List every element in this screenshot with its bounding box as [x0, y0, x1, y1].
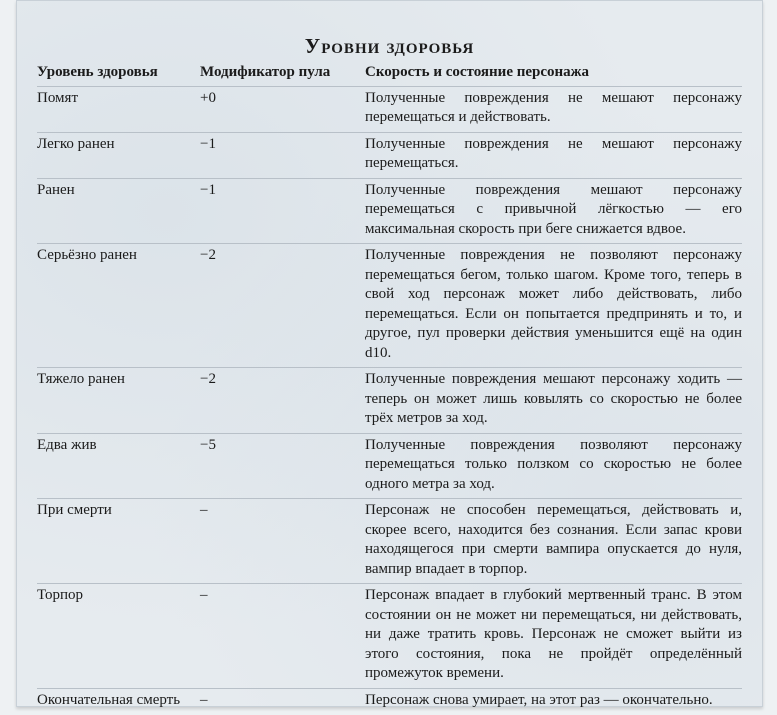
table-row — [37, 178, 742, 244]
table-header-row — [37, 63, 742, 86]
header-pool-modifier: Модификатор пула — [200, 63, 365, 86]
cell-description: Полученные повреждения мешают персонажу перемещаться с привычной лёгкостью — его максимальная скорость при беге снижается вдвое. — [365, 178, 742, 244]
cell-description: Персонаж впадает в глубокий мертвенный транс. В этом состоянии он не может ни перемещаться, ни действовать, ни даже тратить кровь. Персонаж не сможет выйти из этого состояния, пока не пройдёт определённый промежуток времени. — [365, 584, 742, 689]
cell-pool-modifier: – — [200, 691, 208, 708]
table-row — [37, 244, 742, 368]
header-health-level: Уровень здоровья — [37, 63, 200, 86]
cell-health-level: Окончательная смерть — [37, 691, 181, 708]
cell-description: Полученные повреждения мешают персонажу ходить — теперь он может лишь ковылять со скоростью не более трёх метров за ход. — [365, 368, 742, 434]
health-levels-table — [37, 63, 742, 714]
cell-health-level: Помят — [37, 86, 200, 132]
cell-pool-modifier: −1 — [200, 132, 365, 178]
table-row — [37, 499, 742, 584]
table-row — [37, 86, 742, 132]
table-row — [37, 132, 742, 178]
table-row — [37, 368, 742, 434]
table-row — [37, 433, 742, 499]
cell-health-level: Легко ранен — [37, 132, 200, 178]
cell-description: Полученные повреждения позволяют персонажу перемещаться только ползком со скоростью не более одного метра за ход. — [365, 433, 742, 499]
table-row — [37, 688, 742, 714]
header-speed-state: Скорость и состояние персонажа — [365, 63, 742, 86]
cell-description: Персонаж снова умирает, на этот раз — окончательно. — [365, 691, 713, 708]
cell-pool-modifier: – — [200, 584, 365, 689]
cell-pool-modifier: −2 — [200, 368, 365, 434]
cell-description: Полученные повреждения не мешают персонажу перемещаться. — [365, 132, 742, 178]
cell-pool-modifier: −1 — [200, 178, 365, 244]
table-row — [37, 584, 742, 689]
cell-pool-modifier: +0 — [200, 86, 365, 132]
cell-health-level: При смерти — [37, 499, 200, 584]
cell-description: Персонаж не способен перемещаться, действовать и, скорее всего, находится без сознания. Если запас крови находящегося при смерти вампира опускается до нуля, вампир впадает в торпор. — [365, 499, 742, 584]
cell-health-level: Серьёзно ранен — [37, 244, 200, 368]
cell-pool-modifier: – — [200, 499, 365, 584]
cell-health-level: Торпор — [37, 584, 200, 689]
cell-description: Полученные повреждения не позволяют персонажу перемещаться бегом, только шагом. Кроме того, теперь в свой ход персонаж может либо действовать, либо перемещаться. Если он попытается предпринять и то, и другое, пул проверки действия уменьшится ещё на один d10. — [365, 244, 742, 368]
cell-pool-modifier: −2 — [200, 244, 365, 368]
cell-health-level: Едва жив — [37, 433, 200, 499]
cell-health-level: Ранен — [37, 178, 200, 244]
cell-health-level: Тяжело ранен — [37, 368, 200, 434]
cell-pool-modifier: −5 — [200, 433, 365, 499]
cell-description: Полученные повреждения не мешают персонажу перемещаться и действовать. — [365, 86, 742, 132]
table-title: Уровни здоровья — [304, 34, 475, 58]
health-levels-panel — [16, 0, 763, 707]
